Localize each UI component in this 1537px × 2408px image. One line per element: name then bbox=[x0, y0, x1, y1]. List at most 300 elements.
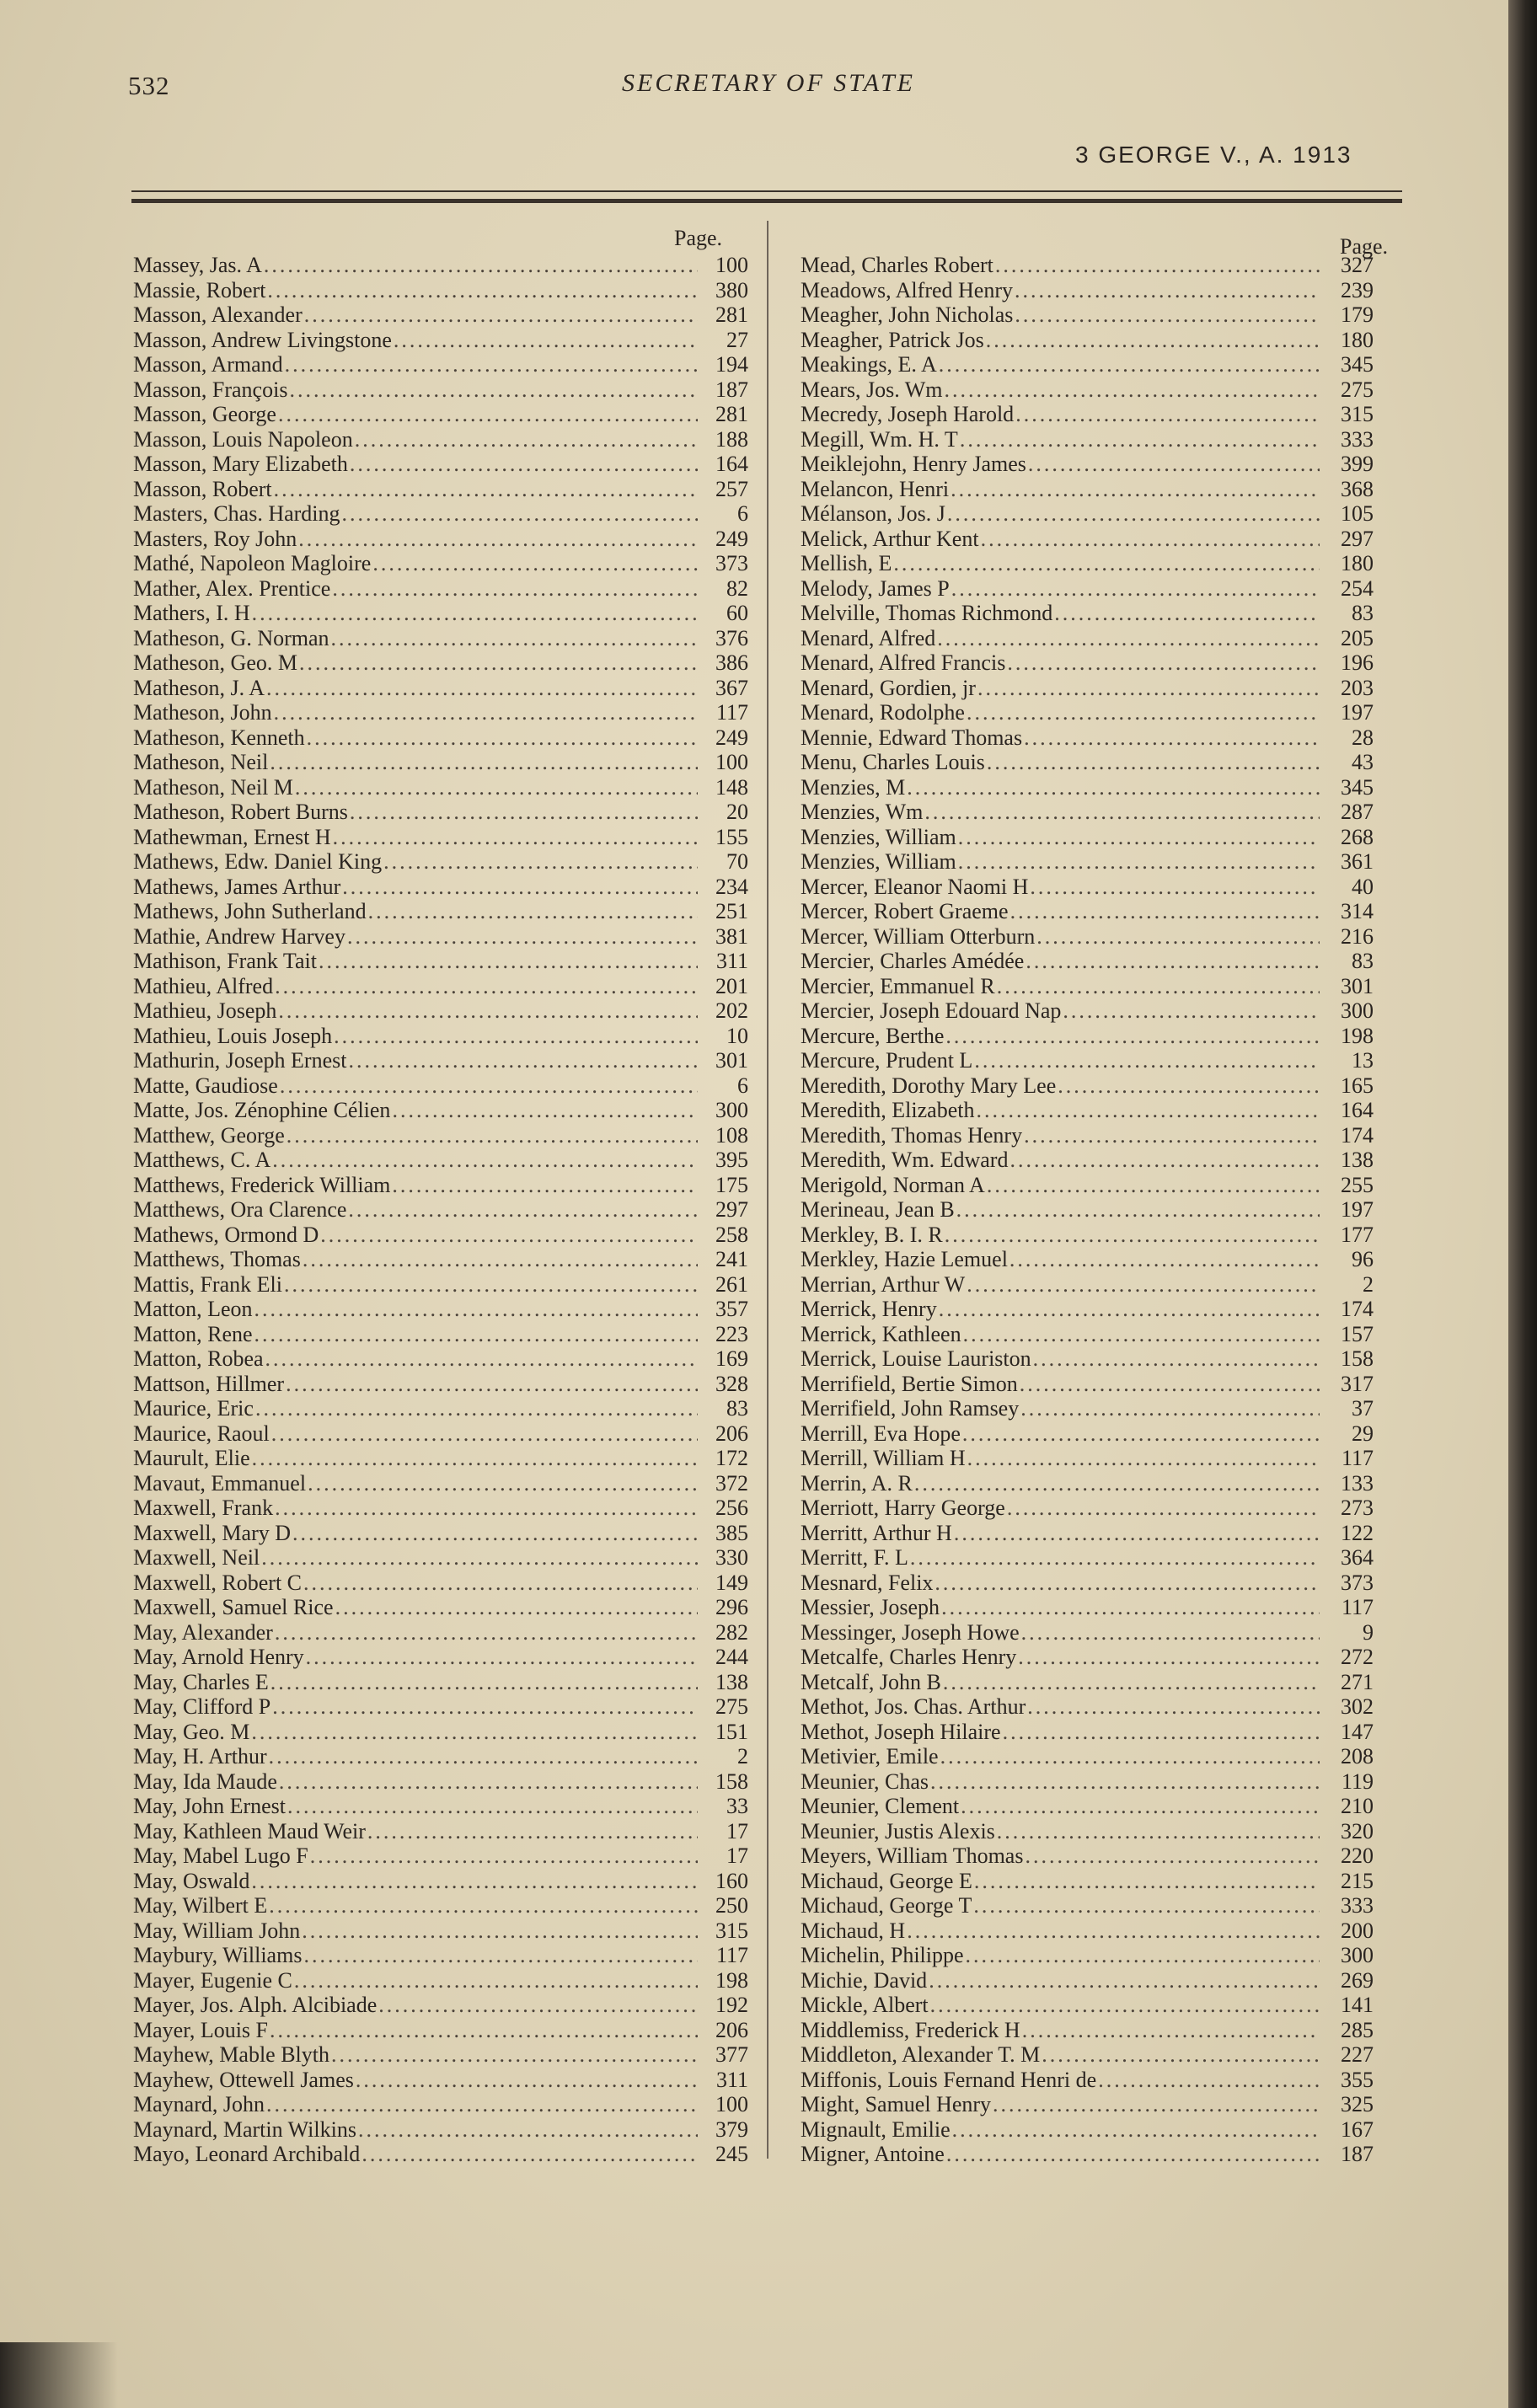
corner-shadow bbox=[0, 2342, 118, 2408]
dot-leader bbox=[287, 1794, 698, 1819]
index-entry bbox=[133, 1272, 748, 1298]
dot-leader bbox=[347, 924, 698, 950]
entry-page-number: 255 bbox=[1341, 1172, 1374, 1197]
dot-leader bbox=[320, 1223, 698, 1248]
dot-leader bbox=[298, 527, 698, 552]
index-entry bbox=[801, 1048, 1374, 1073]
index-entry bbox=[133, 725, 748, 751]
entry-name: Mathews, Edw. Daniel King bbox=[133, 849, 383, 874]
dot-leader bbox=[943, 1670, 1320, 1695]
entry-page-number: 379 bbox=[715, 2116, 748, 2142]
dot-leader bbox=[1010, 899, 1320, 924]
entry-name: Merrick, Kathleen bbox=[801, 1321, 961, 1346]
entry-name: Melick, Arthur Kent bbox=[801, 526, 979, 551]
entry-page-number: 147 bbox=[1341, 1719, 1374, 1744]
entry-name: Maxwell, Neil bbox=[133, 1545, 260, 1570]
index-entry bbox=[801, 2042, 1374, 2068]
entry-name: Meiklejohn, Henry James bbox=[801, 452, 1026, 476]
entry-name: Mathé, Napoleon Magloire bbox=[133, 551, 372, 575]
entry-name: Matheson, Robert Burns bbox=[133, 800, 348, 824]
index-entry bbox=[801, 1545, 1374, 1571]
entry-name: Menard, Rodolphe bbox=[801, 700, 965, 725]
entry-name: Merkley, B. I. R bbox=[801, 1222, 943, 1247]
dot-leader bbox=[270, 1670, 698, 1695]
entry-page-number: 261 bbox=[715, 1271, 748, 1297]
dot-leader bbox=[251, 1720, 698, 1745]
index-entry bbox=[801, 477, 1374, 502]
entry-name: May, Oswald bbox=[133, 1868, 250, 1893]
entry-name: Menzies, William bbox=[801, 849, 956, 874]
entry-page-number: 20 bbox=[726, 800, 748, 824]
entry-page-number: 373 bbox=[1341, 1570, 1374, 1595]
index-entry bbox=[801, 998, 1374, 1024]
entry-page-number: 373 bbox=[715, 551, 748, 575]
index-entry bbox=[801, 1024, 1374, 1049]
index-entry bbox=[133, 924, 748, 950]
index-entry bbox=[133, 1869, 748, 1894]
dot-leader bbox=[275, 1496, 698, 1521]
dot-leader bbox=[306, 1645, 698, 1670]
index-entry bbox=[133, 1048, 748, 1073]
dot-leader bbox=[307, 725, 698, 751]
entry-name: Maynard, Martin Wilkins bbox=[133, 2116, 356, 2142]
dot-leader bbox=[1054, 601, 1320, 626]
entry-name: Masson, Alexander bbox=[133, 302, 303, 327]
index-entry bbox=[133, 278, 748, 303]
entry-page-number: 320 bbox=[1341, 1818, 1374, 1843]
entry-page-number: 333 bbox=[1341, 426, 1374, 452]
entry-name: Mayer, Louis F bbox=[133, 2017, 268, 2042]
index-entry bbox=[801, 849, 1374, 875]
dot-leader bbox=[265, 1346, 698, 1372]
entry-name: May, H. Arthur bbox=[133, 1744, 267, 1769]
entry-name: May, Kathleen Maud Weir bbox=[133, 1818, 366, 1843]
dot-leader bbox=[962, 1421, 1320, 1447]
index-entry bbox=[801, 2018, 1374, 2043]
dot-leader bbox=[303, 1571, 698, 1596]
entry-page-number: 82 bbox=[726, 575, 748, 601]
entry-page-number: 311 bbox=[715, 949, 748, 973]
entry-page-number: 28 bbox=[1352, 725, 1374, 750]
dot-leader bbox=[930, 1769, 1320, 1795]
index-entry bbox=[133, 899, 748, 924]
entry-page-number: 164 bbox=[715, 452, 748, 476]
dot-leader bbox=[935, 1571, 1320, 1596]
entry-name: Menard, Gordien, jr bbox=[801, 675, 976, 700]
dot-leader bbox=[937, 626, 1320, 651]
index-entry bbox=[801, 875, 1374, 900]
entry-name: Meredith, Wm. Edward bbox=[801, 1148, 1009, 1172]
dot-leader bbox=[348, 1197, 698, 1223]
entry-name: Menard, Alfred Francis bbox=[801, 650, 1006, 675]
entry-page-number: 164 bbox=[1341, 1098, 1374, 1122]
index-entry bbox=[133, 676, 748, 701]
entry-name: Mathewman, Ernest H bbox=[133, 824, 331, 849]
index-entry bbox=[133, 352, 748, 377]
index-entry bbox=[133, 700, 748, 725]
entry-name: Menzies, Wm bbox=[801, 800, 924, 824]
entry-page-number: 223 bbox=[715, 1321, 748, 1346]
entry-name: Mavaut, Emmanuel bbox=[133, 1470, 307, 1496]
index-entry bbox=[801, 650, 1374, 676]
entry-name: Merrifield, Bertie Simon bbox=[801, 1371, 1018, 1396]
entry-page-number: 250 bbox=[715, 1893, 748, 1918]
page-edge-shadow bbox=[1508, 0, 1537, 2408]
entry-page-number: 328 bbox=[715, 1371, 748, 1396]
index-entry bbox=[133, 2068, 748, 2093]
entry-page-number: 197 bbox=[1341, 1197, 1374, 1222]
dot-leader bbox=[254, 1322, 698, 1347]
index-entry bbox=[801, 1123, 1374, 1148]
index-entry bbox=[133, 1645, 748, 1670]
entry-page-number: 122 bbox=[1341, 1520, 1374, 1545]
dot-leader bbox=[930, 1993, 1320, 2018]
index-entry bbox=[801, 750, 1374, 775]
index-entry bbox=[801, 551, 1374, 576]
entry-name: Mercier, Charles Amédée bbox=[801, 949, 1025, 973]
entry-name: Merrian, Arthur W bbox=[801, 1271, 966, 1297]
entry-page-number: 330 bbox=[715, 1545, 748, 1570]
entry-page-number: 357 bbox=[715, 1297, 748, 1321]
index-entry bbox=[133, 626, 748, 651]
entry-name: Menard, Alfred bbox=[801, 625, 936, 650]
entry-page-number: 273 bbox=[1341, 1496, 1374, 1520]
dot-leader bbox=[1020, 1396, 1320, 1421]
entry-name: Matte, Jos. Zénophine Célien bbox=[133, 1098, 391, 1122]
entry-name: Mathie, Andrew Harvey bbox=[133, 923, 345, 949]
index-entry bbox=[801, 800, 1374, 825]
entry-name: Matheson, J. A bbox=[133, 675, 265, 700]
dot-leader bbox=[319, 949, 698, 974]
dot-leader bbox=[272, 1694, 698, 1720]
index-entry bbox=[801, 1993, 1374, 2018]
entry-page-number: 157 bbox=[1341, 1321, 1374, 1346]
entry-page-number: 281 bbox=[715, 402, 748, 426]
index-entry bbox=[801, 725, 1374, 751]
entry-name: Matthews, C. A bbox=[133, 1148, 271, 1172]
index-entry bbox=[133, 576, 748, 602]
entry-page-number: 40 bbox=[1352, 874, 1374, 899]
entry-page-number: 151 bbox=[715, 1719, 748, 1744]
entry-page-number: 27 bbox=[726, 327, 748, 352]
dot-leader bbox=[1063, 998, 1320, 1024]
entry-name: Masson, George bbox=[133, 402, 276, 426]
entry-name: Masson, Robert bbox=[133, 476, 272, 501]
dot-leader bbox=[308, 1471, 698, 1496]
index-entry bbox=[133, 527, 748, 552]
dot-leader bbox=[274, 477, 698, 502]
dot-leader bbox=[252, 601, 698, 626]
entry-name: Mathers, I. H bbox=[133, 601, 250, 625]
entry-name: Matheson, Kenneth bbox=[133, 725, 305, 750]
index-entry bbox=[133, 1819, 748, 1844]
entry-page-number: 361 bbox=[1341, 849, 1374, 874]
dot-leader bbox=[348, 1048, 698, 1073]
index-entry bbox=[801, 402, 1374, 427]
entry-name: Masson, Louis Napoleon bbox=[133, 426, 353, 452]
entry-page-number: 10 bbox=[726, 1023, 748, 1048]
entry-page-number: 275 bbox=[1341, 377, 1374, 402]
index-entry bbox=[133, 1446, 748, 1471]
dot-leader bbox=[274, 700, 698, 725]
entry-page-number: 206 bbox=[715, 1421, 748, 1446]
index-entry bbox=[801, 924, 1374, 950]
entry-name: Meredith, Dorothy Mary Lee bbox=[801, 1073, 1057, 1098]
entry-page-number: 43 bbox=[1352, 750, 1374, 774]
index-entry bbox=[801, 1571, 1374, 1596]
entry-page-number: 200 bbox=[1341, 1918, 1374, 1943]
entry-page-number: 174 bbox=[1341, 1122, 1374, 1148]
entry-page-number: 167 bbox=[1341, 2116, 1374, 2142]
entry-page-number: 203 bbox=[1341, 675, 1374, 700]
entry-page-number: 311 bbox=[715, 2067, 748, 2092]
index-entry bbox=[133, 1396, 748, 1421]
index-entry bbox=[801, 1322, 1374, 1347]
index-entry bbox=[133, 1843, 748, 1869]
entry-page-number: 268 bbox=[1341, 824, 1374, 849]
dot-leader bbox=[392, 1173, 698, 1198]
index-entry bbox=[133, 949, 748, 974]
dot-leader bbox=[361, 2142, 698, 2167]
dot-leader bbox=[1028, 452, 1320, 477]
index-entry bbox=[133, 1521, 748, 1546]
entry-page-number: 249 bbox=[715, 725, 748, 750]
entry-page-number: 368 bbox=[1341, 476, 1374, 501]
dot-leader bbox=[252, 1446, 698, 1471]
entry-name: Matheson, John bbox=[133, 700, 272, 725]
dot-leader bbox=[1007, 1496, 1320, 1521]
entry-name: May, Wilbert E bbox=[133, 1893, 268, 1918]
entry-name: Matthew, George bbox=[133, 1122, 285, 1148]
dot-leader bbox=[355, 427, 698, 452]
dot-leader bbox=[958, 825, 1320, 850]
entry-page-number: 355 bbox=[1341, 2067, 1374, 2092]
entry-page-number: 179 bbox=[1341, 302, 1374, 327]
index-entry bbox=[133, 998, 748, 1024]
entry-name: Merrifield, John Ramsey bbox=[801, 1396, 1020, 1421]
dot-leader bbox=[907, 1918, 1320, 1944]
entry-page-number: 367 bbox=[715, 675, 748, 700]
entry-name: Merrick, Louise Lauriston bbox=[801, 1346, 1031, 1371]
dot-leader bbox=[270, 750, 698, 775]
index-entry bbox=[801, 1645, 1374, 1670]
entry-name: Meyers, William Thomas bbox=[801, 1843, 1024, 1868]
entry-name: Menu, Charles Louis bbox=[801, 750, 985, 774]
dot-leader bbox=[976, 1098, 1320, 1123]
dot-leader bbox=[332, 576, 698, 602]
dot-leader bbox=[286, 1372, 698, 1397]
index-entry bbox=[133, 1421, 748, 1447]
dot-leader bbox=[372, 551, 698, 576]
entry-page-number: 215 bbox=[1341, 1868, 1374, 1893]
entry-page-number: 187 bbox=[715, 377, 748, 402]
entry-page-number: 2 bbox=[1363, 1271, 1374, 1297]
entry-name: Maxwell, Robert C bbox=[133, 1570, 303, 1595]
dot-leader bbox=[368, 899, 698, 924]
entry-page-number: 174 bbox=[1341, 1297, 1374, 1321]
dot-leader bbox=[255, 1396, 698, 1421]
dot-leader bbox=[929, 1968, 1320, 1993]
dot-leader bbox=[951, 477, 1320, 502]
entry-name: Masters, Chas. Harding bbox=[133, 501, 340, 526]
dot-leader bbox=[266, 676, 698, 701]
index-entry bbox=[801, 302, 1374, 328]
dot-leader bbox=[251, 1869, 698, 1894]
dot-leader bbox=[956, 1197, 1320, 1223]
entry-page-number: 205 bbox=[1341, 625, 1374, 650]
index-entry bbox=[133, 1571, 748, 1596]
index-entry bbox=[133, 501, 748, 527]
entry-page-number: 83 bbox=[1352, 601, 1374, 625]
index-entry bbox=[801, 576, 1374, 602]
index-entry bbox=[133, 1123, 748, 1148]
entry-name: Mathieu, Louis Joseph bbox=[133, 1023, 333, 1048]
index-entry bbox=[801, 1918, 1374, 1944]
entry-page-number: 100 bbox=[715, 2092, 748, 2116]
entry-page-number: 282 bbox=[715, 1619, 748, 1645]
index-entry bbox=[801, 1272, 1374, 1298]
entry-page-number: 216 bbox=[1341, 923, 1374, 949]
entry-page-number: 251 bbox=[715, 899, 748, 923]
index-entry bbox=[133, 1247, 748, 1272]
entry-page-number: 269 bbox=[1341, 1967, 1374, 1993]
entry-name: Matthews, Frederick William bbox=[133, 1172, 391, 1197]
entry-name: Mercer, William Otterburn bbox=[801, 923, 1036, 949]
entry-name: Meunier, Chas bbox=[801, 1769, 929, 1794]
entry-page-number: 158 bbox=[715, 1769, 748, 1794]
entry-name: Mead, Charles Robert bbox=[801, 253, 993, 277]
entry-name: Merritt, F. L bbox=[801, 1545, 908, 1570]
entry-name: Mattis, Frank Eli bbox=[133, 1271, 282, 1297]
entry-name: Michie, David bbox=[801, 1967, 928, 1993]
dot-leader bbox=[394, 328, 698, 353]
entry-page-number: 317 bbox=[1341, 1371, 1374, 1396]
entry-page-number: 301 bbox=[1341, 973, 1374, 998]
entry-name: Meagher, John Nicholas bbox=[801, 302, 1014, 327]
entry-name: Mathieu, Alfred bbox=[133, 973, 274, 998]
index-entry bbox=[133, 2117, 748, 2143]
entry-page-number: 196 bbox=[1341, 650, 1374, 675]
entry-name: Mayer, Jos. Alph. Alcibiade bbox=[133, 1993, 378, 2017]
entry-page-number: 285 bbox=[1341, 2017, 1374, 2042]
dot-leader bbox=[1022, 2018, 1320, 2043]
entry-page-number: 385 bbox=[715, 1520, 748, 1545]
entry-page-number: 271 bbox=[1341, 1669, 1374, 1694]
entry-name: Matheson, Neil M bbox=[133, 774, 293, 800]
entry-page-number: 119 bbox=[1341, 1769, 1374, 1794]
dot-leader bbox=[302, 1918, 698, 1944]
entry-page-number: 100 bbox=[715, 253, 748, 277]
entry-name: Michaud, H bbox=[801, 1918, 906, 1943]
entry-name: Mears, Jos. Wm bbox=[801, 377, 943, 402]
entry-name: Massie, Robert bbox=[133, 277, 266, 302]
index-entry bbox=[133, 402, 748, 427]
index-entry bbox=[801, 700, 1374, 725]
dot-leader bbox=[269, 1744, 698, 1769]
dot-leader bbox=[974, 1869, 1320, 1894]
dot-leader bbox=[987, 1173, 1320, 1198]
entry-page-number: 300 bbox=[1341, 1943, 1374, 1967]
index-entry bbox=[801, 1620, 1374, 1645]
entry-name: Mecredy, Joseph Harold bbox=[801, 402, 1015, 426]
index-entry bbox=[801, 2142, 1374, 2167]
index-entry bbox=[801, 527, 1374, 552]
entry-name: Mesnard, Felix bbox=[801, 1570, 934, 1595]
entry-page-number: 198 bbox=[715, 1967, 748, 1993]
entry-name: Mignault, Emilie bbox=[801, 2116, 951, 2142]
entry-name: Maurult, Elie bbox=[133, 1446, 250, 1470]
entry-name: Mathews, James Arthur bbox=[133, 874, 341, 899]
entry-name: Matte, Gaudiose bbox=[133, 1073, 278, 1098]
dot-leader bbox=[939, 352, 1320, 377]
index-entry bbox=[133, 452, 748, 477]
dot-leader bbox=[1007, 650, 1320, 676]
entry-name: Metivier, Emile bbox=[801, 1744, 939, 1769]
entry-name: Maynard, John bbox=[133, 2092, 265, 2116]
dot-leader bbox=[383, 849, 698, 875]
index-entry bbox=[801, 1372, 1374, 1397]
index-entry bbox=[801, 328, 1374, 353]
index-entry bbox=[801, 1869, 1374, 1894]
entry-page-number: 192 bbox=[715, 1993, 748, 2017]
entry-name: Maxwell, Samuel Rice bbox=[133, 1595, 334, 1619]
entry-page-number: 100 bbox=[715, 750, 748, 774]
dot-leader bbox=[1042, 2042, 1320, 2068]
entry-page-number: 138 bbox=[1341, 1148, 1374, 1172]
entry-name: Mayo, Leonard Archibald bbox=[133, 2142, 361, 2166]
entry-page-number: 234 bbox=[715, 874, 748, 899]
entry-name: Michaud, George T bbox=[801, 1893, 972, 1918]
index-entry bbox=[133, 302, 748, 328]
entry-page-number: 158 bbox=[1341, 1346, 1374, 1371]
entry-page-number: 314 bbox=[1341, 899, 1374, 923]
dot-leader bbox=[946, 2142, 1320, 2167]
index-entry bbox=[133, 750, 748, 775]
dot-leader bbox=[1003, 1720, 1320, 1745]
entry-page-number: 160 bbox=[715, 1868, 748, 1893]
dot-leader bbox=[952, 2117, 1320, 2143]
index-entry bbox=[133, 1918, 748, 1944]
entry-name: Meagher, Patrick Jos bbox=[801, 327, 984, 352]
dot-leader bbox=[279, 1769, 698, 1795]
entry-page-number: 105 bbox=[1341, 501, 1374, 526]
entry-page-number: 13 bbox=[1352, 1048, 1374, 1073]
entry-name: Might, Samuel Henry bbox=[801, 2092, 992, 2116]
entry-name: May, Clifford P bbox=[133, 1694, 271, 1719]
dot-leader bbox=[963, 1322, 1320, 1347]
dot-leader bbox=[1030, 875, 1320, 900]
entry-name: Meunier, Justis Alexis bbox=[801, 1818, 995, 1843]
dot-leader bbox=[977, 676, 1320, 701]
entry-page-number: 117 bbox=[1341, 1595, 1374, 1619]
entry-page-number: 227 bbox=[1341, 2042, 1374, 2067]
dot-leader bbox=[392, 1098, 698, 1123]
entry-page-number: 6 bbox=[737, 1073, 748, 1098]
entry-page-number: 254 bbox=[1341, 575, 1374, 601]
index-entry bbox=[133, 377, 748, 403]
dot-leader bbox=[272, 1148, 698, 1173]
entry-page-number: 201 bbox=[715, 973, 748, 998]
entry-page-number: 380 bbox=[715, 277, 748, 302]
dot-leader bbox=[350, 452, 698, 477]
dot-leader bbox=[284, 1272, 698, 1298]
index-entry bbox=[801, 1595, 1374, 1620]
index-entry bbox=[801, 1769, 1374, 1795]
entry-page-number: 345 bbox=[1341, 774, 1374, 800]
dot-leader bbox=[275, 974, 698, 999]
index-entry bbox=[133, 800, 748, 825]
entry-name: Melody, James P bbox=[801, 575, 950, 601]
